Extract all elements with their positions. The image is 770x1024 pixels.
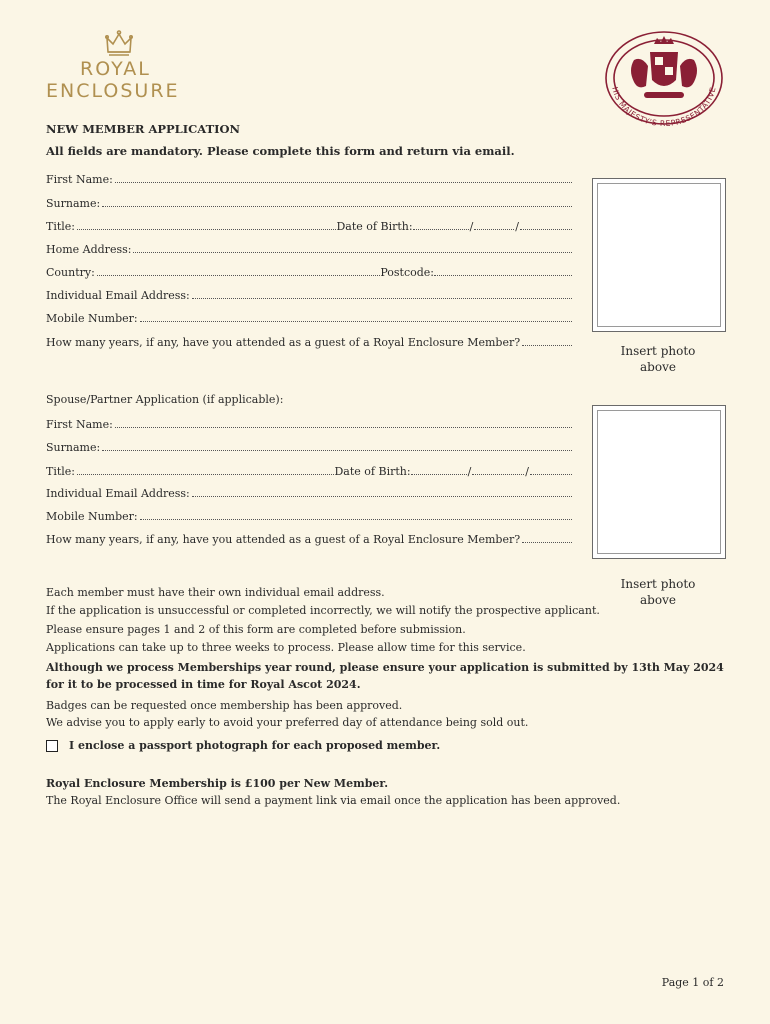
mobile-label: Mobile Number: — [46, 312, 138, 325]
member-country-postcode-row[interactable] — [46, 263, 572, 279]
crown-icon — [104, 30, 134, 56]
postcode-label: Postcode: — [380, 266, 434, 279]
seal-text: HIS MAJESTY'S REPRESENTATIVE — [610, 85, 718, 129]
logo-line-royal: ROYAL — [80, 58, 151, 80]
passport-photo-checkbox[interactable] — [46, 740, 58, 752]
form-instructions: All fields are mandatory. Please complete this form and return via email. — [46, 144, 515, 158]
spouse-email-field[interactable] — [46, 484, 572, 500]
spouse-section-heading: Spouse/Partner Application (if applicable): — [46, 393, 284, 406]
note-complete-pages: Please ensure pages 1 and 2 of this form are completed before submission. — [46, 623, 466, 636]
member-surname-field[interactable] — [46, 194, 572, 210]
spouse-photo-box[interactable] — [592, 405, 726, 559]
member-years-field[interactable] — [46, 333, 572, 349]
logo-line-enclosure: ENCLOSURE — [46, 80, 180, 102]
deadline-line-2: for it to be processed in time for Royal Ascot 2024. — [46, 678, 361, 691]
spouse-title-dob-row[interactable]: Title: Date of Birth: / / — [46, 462, 572, 478]
apply-early-note: We advise you to apply early to avoid your preferred day of attendance being sold out. — [46, 716, 529, 729]
surname-label: Surname: — [46, 441, 101, 454]
spouse-years-field[interactable] — [46, 530, 572, 546]
mobile-label: Mobile Number: — [46, 510, 138, 523]
home-address-label: Home Address: — [46, 243, 132, 256]
years-attended-label: How many years, if any, have you attended as a guest of a Royal Enclosure Member? — [46, 533, 521, 546]
membership-price: Royal Enclosure Membership is £100 per New Member. — [46, 777, 389, 790]
deadline-line-1: Although we process Memberships year round, please ensure your application is submitted by 13th May 2024 — [46, 661, 724, 674]
member-photo-box[interactable] — [592, 178, 726, 332]
note-unsuccessful: If the application is unsuccessful or completed incorrectly, we will notify the prospective applicant. — [46, 604, 600, 617]
payment-link-note: The Royal Enclosure Office will send a payment link via email once the application has been approved. — [46, 794, 621, 807]
email-label: Individual Email Address: — [46, 487, 190, 500]
page-number: Page 1 of 2 — [661, 976, 724, 989]
badges-note: Badges can be requested once membership has been approved. — [46, 699, 403, 712]
royal-enclosure-logo — [46, 30, 206, 102]
member-home-address-field[interactable] — [46, 240, 572, 256]
his-majestys-representative-seal-icon — [600, 30, 728, 130]
email-label: Individual Email Address: — [46, 289, 190, 302]
title-label: Title: — [46, 465, 76, 478]
spouse-first-name-field[interactable] — [46, 415, 572, 431]
note-processing-time: Applications can take up to three weeks to process. Please allow time for this service. — [46, 641, 526, 654]
member-title-dob-row[interactable]: Title: Date of Birth: / / — [46, 217, 572, 233]
member-mobile-field[interactable] — [46, 309, 572, 325]
surname-label: Surname: — [46, 197, 101, 210]
member-photo-caption: Insert photo above — [620, 344, 696, 374]
dob-label: Date of Birth: — [336, 220, 413, 233]
spouse-photo-caption: Insert photo above — [620, 577, 696, 607]
spouse-surname-field[interactable] — [46, 438, 572, 454]
years-attended-label: How many years, if any, have you attended as a guest of a Royal Enclosure Member? — [46, 336, 521, 349]
passport-photo-checkbox-label: I enclose a passport photograph for each proposed member. — [69, 739, 441, 752]
member-email-field[interactable] — [46, 286, 572, 302]
spouse-mobile-field[interactable] — [46, 507, 572, 523]
member-first-name-field[interactable] — [46, 170, 572, 186]
dob-label: Date of Birth: — [334, 465, 411, 478]
form-title: NEW MEMBER APPLICATION — [46, 122, 241, 136]
country-label: Country: — [46, 266, 95, 279]
first-name-label: First Name: — [46, 173, 113, 186]
title-label: Title: — [46, 220, 76, 233]
note-individual-email: Each member must have their own individual email address. — [46, 586, 385, 599]
first-name-label: First Name: — [46, 418, 113, 431]
